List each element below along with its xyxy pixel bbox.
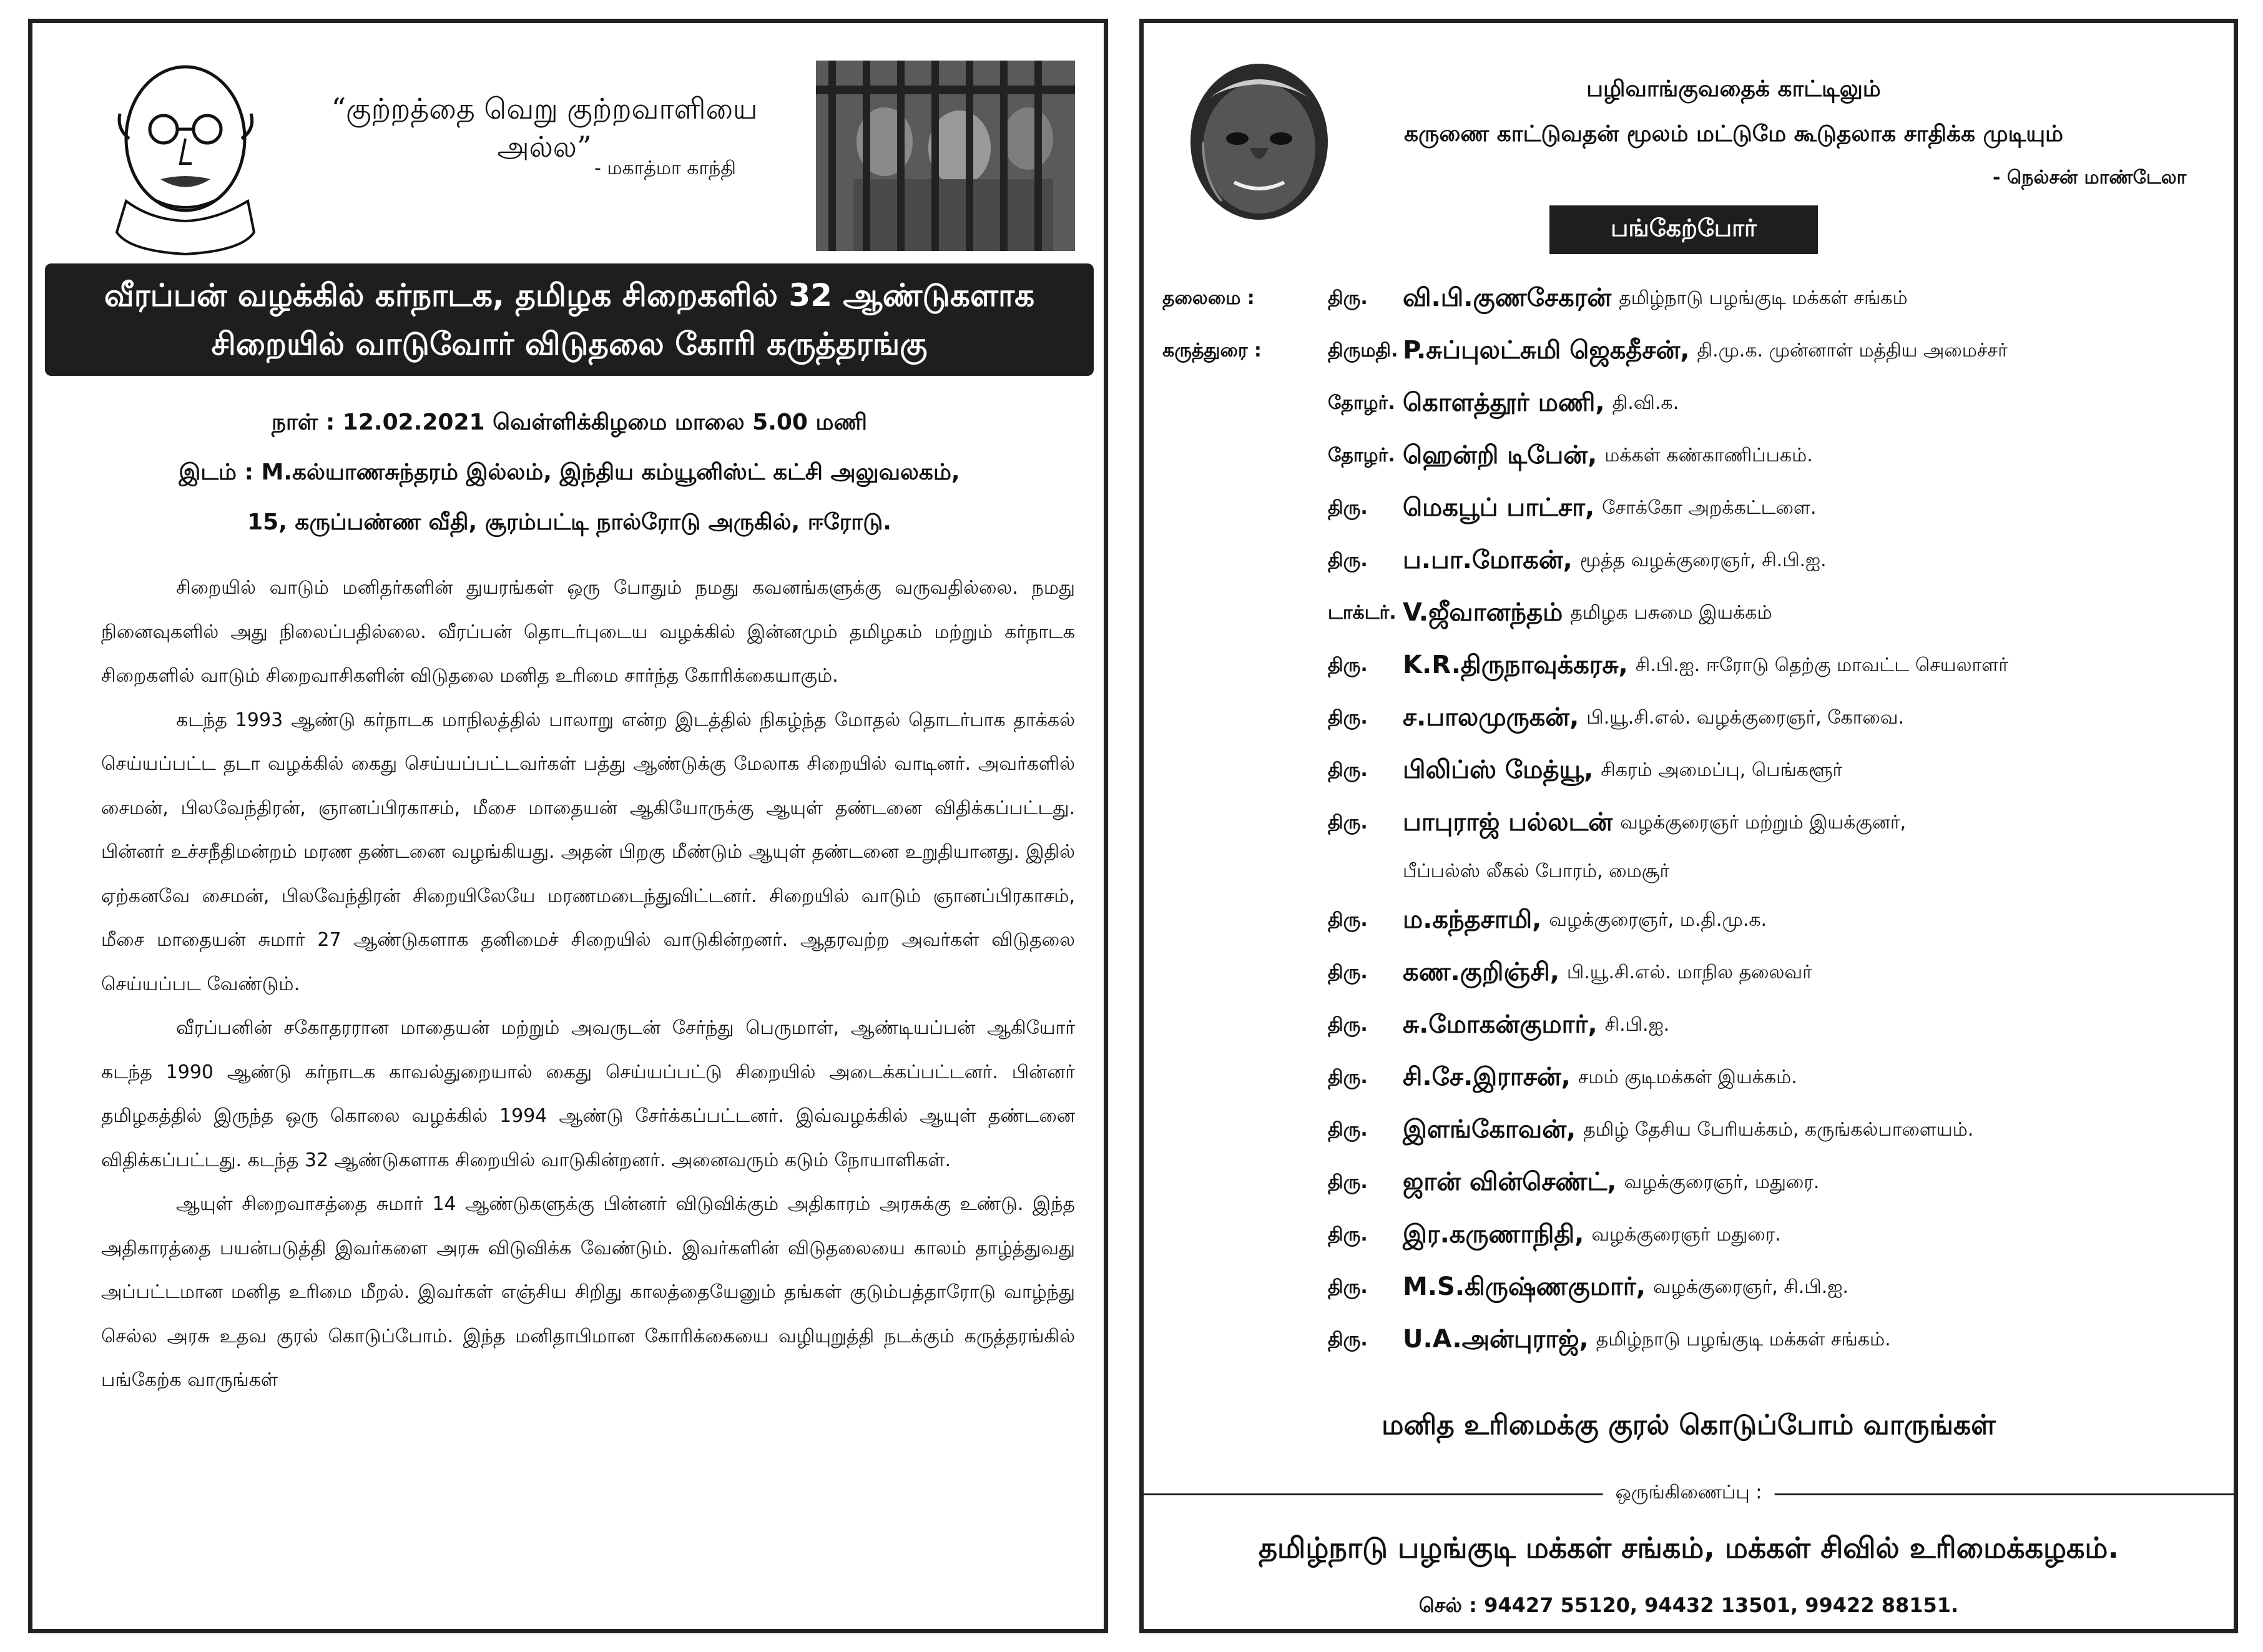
organiser-label: ஒருங்கிணைப்பு : — [1603, 1482, 1775, 1506]
speaker-title: திரு. — [1328, 549, 1368, 571]
speaker-name: ச.பாலமுருகன், — [1403, 702, 1579, 732]
speaker-org: சோக்கோ அறக்கட்டளை. — [1602, 496, 1817, 519]
speaker-row — [1162, 895, 2224, 947]
appeal-paragraph: வீரப்பனின் சகோதரரான மாதையன் மற்றும் அவருடன் சேர்ந்து பெருமாள், ஆண்டியப்பன் ஆகியோர் கடந்த 1990 ஆண்டு கர்நாடக காவல்துறையால் கைது செய்யப்பட்டு சிறையில் அடைக்கப்பட்டனர். பின்னர் தமிழகத்தில் இருந்த ஒரு கொலை வழக்கில் 1994 ஆண்டு சேர்க்கப்பட்டனர். இவ்வழக்கில் ஆயுள் தண்டனை விதிக்கப்பட்டது. கடந்த 32 ஆண்டுகளாக சிறையில் வாடுகின்றனர். அனைவரும் கடும் நோயாளிகள். — [101, 1017, 1075, 1171]
organiser-names: தமிழ்நாடு பழங்குடி மக்கள் சங்கம், மக்கள் சிவில் உரிமைக்கழகம். — [1259, 1531, 2119, 1565]
left-page — [28, 19, 1108, 1633]
speaker-name: பிலிப்ஸ் மேத்யூ, — [1403, 755, 1594, 784]
call-to-action: மனித உரிமைக்கு குரல் கொடுப்போம் வாருங்கள் — [1382, 1409, 1996, 1441]
speaker-title: திரு. — [1328, 1118, 1368, 1141]
event-info — [45, 398, 1094, 548]
speaker-row — [1162, 797, 2224, 850]
speaker-org: சி.பி.ஐ. — [1604, 1013, 1670, 1036]
mandela-quote-author: - நெல்சன் மாண்டேலா — [1993, 167, 2187, 189]
speakers-role: கருத்துரை : — [1162, 339, 1262, 361]
event-venue-line-2: 15, கருப்பண்ண வீதி, சூரம்பட்டி நால்ரோடு அருகில், ஈரோடு. — [247, 509, 891, 535]
speaker-name: இர.கருணாநிதி, — [1403, 1219, 1584, 1249]
chair-role: தலைமை : — [1162, 287, 1255, 309]
speaker-row — [1162, 692, 2224, 745]
speaker-row — [1162, 1052, 2224, 1104]
mandela-quote — [1306, 67, 2161, 157]
speaker-title: திரு. — [1328, 1276, 1368, 1298]
mandela-quote-line-1: பழிவாங்குவதைக் காட்டிலும் — [1586, 76, 1881, 102]
speaker-title: திரு. — [1328, 1171, 1368, 1193]
speaker-org: மூத்த வழக்குரைஞர், சி.பி.ஐ. — [1579, 549, 1827, 571]
speaker-name: V.ஜீவானந்தம் — [1403, 597, 1563, 627]
speaker-title: திரு. — [1328, 1013, 1368, 1036]
speaker-org: வழக்குரைஞர் மற்றும் இயக்குனர், — [1620, 811, 1907, 833]
mandela-quote-line-2: கருணை காட்டுவதன் மூலம் மட்டுமே கூடுதலாக சாதிக்க முடியும் — [1403, 121, 2064, 147]
speaker-org: தி.வி.க. — [1612, 391, 1679, 414]
speaker-title: தோழர். — [1328, 444, 1395, 466]
speaker-title: திரு. — [1328, 1066, 1368, 1088]
speaker-name: கண.குறிஞ்சி, — [1403, 957, 1559, 986]
speaker-name: பாபுராஜ் பல்லடன் — [1403, 807, 1613, 837]
speaker-org: சமம் குடிமக்கள் இயக்கம். — [1578, 1066, 1797, 1088]
speaker-row — [1162, 1104, 2224, 1157]
chair-row — [1162, 273, 2224, 325]
speaker-org: மக்கள் கண்காணிப்பகம். — [1604, 444, 1813, 466]
prison-photo — [816, 61, 1075, 251]
speaker-org: பீப்பல்ஸ் லீகல் போரம், மைசூர் — [1403, 860, 1670, 882]
speaker-name: U.A.அன்புராஜ், — [1403, 1324, 1589, 1354]
appeal-text — [101, 566, 1075, 1403]
speaker-org: வழக்குரைஞர், சி.பி.ஐ. — [1653, 1276, 1848, 1298]
speaker-title: திரு. — [1328, 1223, 1368, 1246]
event-banner — [45, 263, 1094, 376]
gandhi-quote: “குற்றத்தை வெறு குற்றவாளியை அல்ல” — [331, 92, 758, 164]
speaker-name: K.R.திருநாவுக்கரசு, — [1403, 650, 1628, 679]
speaker-org: தமிழ்நாடு பழங்குடி மக்கள் சங்கம். — [1596, 1328, 1891, 1350]
speaker-row — [1162, 430, 2224, 483]
speaker-title: டாக்டர். — [1328, 601, 1397, 624]
speaker-title: திரு. — [1328, 908, 1368, 931]
speaker-org: தமிழ் தேசிய பேரியக்கம், கருங்கல்பாளையம். — [1583, 1118, 1974, 1141]
speaker-row — [1162, 947, 2224, 1000]
speaker-name: மெகபூப் பாட்சா, — [1403, 493, 1595, 522]
participants-heading: பங்கேற்போர் — [1549, 205, 1818, 254]
speaker-title: திரு. — [1328, 961, 1368, 983]
gandhi-quote-author: - மகாத்மா காந்தி — [594, 157, 736, 179]
speaker-row — [1162, 1209, 2224, 1262]
right-page — [1139, 19, 2238, 1633]
speaker-title: திரு. — [1328, 811, 1368, 833]
speaker-org: வழக்குரைஞர், ம.தி.மு.க. — [1549, 908, 1767, 931]
speaker-title: திருமதி. — [1328, 339, 1398, 361]
speaker-org: வழக்குரைஞர் மதுரை. — [1591, 1223, 1781, 1246]
speaker-name: இளங்கோவன், — [1403, 1114, 1576, 1144]
speaker-name: P.சுப்புலட்சுமி ஜெகதீசன், — [1403, 335, 1690, 365]
speaker-row — [1162, 640, 2224, 692]
speaker-title: திரு. — [1328, 759, 1368, 781]
speaker-row — [1162, 745, 2224, 797]
participants-list — [1162, 273, 2224, 1367]
speaker-title: திரு. — [1328, 496, 1368, 519]
speaker-row — [1162, 378, 2224, 430]
speaker-name: ஜான் வின்செண்ட், — [1403, 1167, 1617, 1196]
speaker-name: M.S.கிருஷ்ணகுமார், — [1403, 1272, 1646, 1301]
chair-name: வி.பி.குணசேகரன் — [1403, 283, 1612, 312]
speaker-row — [1162, 1157, 2224, 1209]
speaker-row — [1162, 1314, 2224, 1367]
speaker-org: சி.பி.ஐ. ஈரோடு தெற்கு மாவட்ட செயலாளர் — [1635, 654, 2008, 676]
speaker-title: திரு. — [1328, 1328, 1368, 1350]
speaker-name: கொளத்தூர் மணி, — [1403, 388, 1605, 417]
speaker-org: பி.யூ.சி.எல். மாநில தலைவர் — [1566, 961, 1812, 983]
speaker-name: சி.சே.இராசன், — [1403, 1062, 1571, 1091]
speaker-name: சு.மோகன்குமார், — [1403, 1010, 1598, 1039]
chair-title: திரு. — [1328, 287, 1368, 309]
speaker-name: ம.கந்தசாமி, — [1403, 905, 1542, 934]
speaker-row — [1162, 535, 2224, 588]
speaker-name: ஹென்றி டிபேன், — [1403, 440, 1598, 470]
speaker-org: பி.யூ.சி.எல். வழக்குரைஞர், கோவை. — [1586, 706, 1905, 729]
banner-line-2: சிறையில் வாடுவோர் விடுதலை கோரி கருத்தரங்கு — [211, 326, 928, 362]
banner-line-1: வீரப்பன் வழக்கில் கர்நாடக, தமிழக சிறைகளில் 32 ஆண்டுகளாக — [104, 277, 1035, 313]
gandhi-portrait — [92, 45, 282, 260]
organiser-divider — [1144, 1484, 2234, 1503]
chair-org: தமிழ்நாடு பழங்குடி மக்கள் சங்கம் — [1619, 287, 1908, 309]
speaker-name: ப.பா.மோகன், — [1403, 545, 1573, 574]
speaker-org: வழக்குரைஞர், மதுரை. — [1624, 1171, 1820, 1193]
appeal-paragraph: சிறையில் வாடும் மனிதர்களின் துயரங்கள் ஒரு போதும் நமது கவனங்களுக்கு வருவதில்லை. நமது நினைவுகளில் அது நிலைப்பதில்லை. வீரப்பன் தொடர்புடைய வழக்கில் இன்னமும் தமிழகம் மற்றும் கர்நாடக சிறைகளில் வாடும் சிறைவாசிகளின் விடுதலை மனித உரிமை சார்ந்த கோரிக்கையாகும். — [101, 577, 1075, 687]
speaker-row — [1162, 325, 2224, 378]
contact-phone: செல் : 94427 55120, 94432 13501, 99422 88151. — [1418, 1593, 1959, 1617]
speaker-row — [1162, 1000, 2224, 1052]
speaker-row — [1162, 1262, 2224, 1314]
speaker-row — [1162, 483, 2224, 535]
speaker-title: தோழர். — [1328, 391, 1395, 414]
appeal-paragraph: கடந்த 1993 ஆண்டு கர்நாடக மாநிலத்தில் பாலாறு என்ற இடத்தில் நிகழ்ந்த மோதல் தொடர்பாக தாக்கல் செய்யப்பட்ட தடா வழக்கில் கைது செய்யப்பட்டவர்கள் பத்து ஆண்டுக்கு மேலாக சிறையில் வாடினர். அவர்களில் சைமன், பிலவேந்திரன், ஞானப்பிரகாசம், மீசை மாதையன் ஆகியோருக்கு ஆயுள் தண்டனை விதிக்கப்பட்டது. பின்னர் உச்சநீதிமன்றம் மரண தண்டனை வழங்கியது. அதன் பிறகு மீண்டும் ஆயுள் தண்டனை உறுதியானது. இதில் ஏற்கனவே சைமன், பிலவேந்திரன் சிறையிலேயே மரணமடைந்துவிட்டனர். சிறையில் வாடும் ஞானப்பிரகாசம், மீசை மாதையன் சுமார் 27 ஆண்டுகளாக தனிமைச் சிறையில் வாடுகின்றனர். ஆதரவற்ற அவர்கள் விடுதலை செய்யப்பட வேண்டும். — [101, 709, 1075, 995]
speaker-org: தி.மு.க. முன்னாள் மத்திய அமைச்சர் — [1697, 339, 2008, 361]
event-venue-line-1: இடம் : M.கல்யாணசுந்தரம் இல்லம், இந்திய கம்யூனிஸ்ட் கட்சி அலுவலகம், — [179, 460, 960, 485]
event-date: நாள் : 12.02.2021 வெள்ளிக்கிழமை மாலை 5.00 மணி — [271, 410, 868, 435]
appeal-paragraph: ஆயுள் சிறைவாசத்தை சுமார் 14 ஆண்டுகளுக்கு பின்னர் விடுவிக்கும் அதிகாரம் அரசுக்கு உண்டு. இந்த அதிகாரத்தை பயன்படுத்தி இவர்களை அரசு விடுவிக்க வேண்டும். இவர்களின் விடுதலையை காலம் தாழ்த்துவது அப்பட்டமான மனித உரிமை மீறல். இவர்கள் எஞ்சிய சிறிது காலத்தையேனும் தங்கள் குடும்பத்தாரோடு வாழ்ந்து செல்ல அரசு உதவ குரல் கொடுப்போம். இந்த மனிதாபிமான கோரிக்கையை வழியுறுத்தி நடக்கும் கருத்தரங்கில் பங்கேற்க வாருங்கள் — [101, 1193, 1075, 1391]
speaker-title: திரு. — [1328, 654, 1368, 676]
speaker-row-continuation — [1162, 850, 2224, 895]
speaker-org: சிகரம் அமைப்பு, பெங்களூர் — [1601, 759, 1843, 781]
speaker-org: தமிழக பசுமை இயக்கம் — [1570, 601, 1772, 624]
speaker-title: திரு. — [1328, 706, 1368, 729]
speaker-row — [1162, 588, 2224, 640]
